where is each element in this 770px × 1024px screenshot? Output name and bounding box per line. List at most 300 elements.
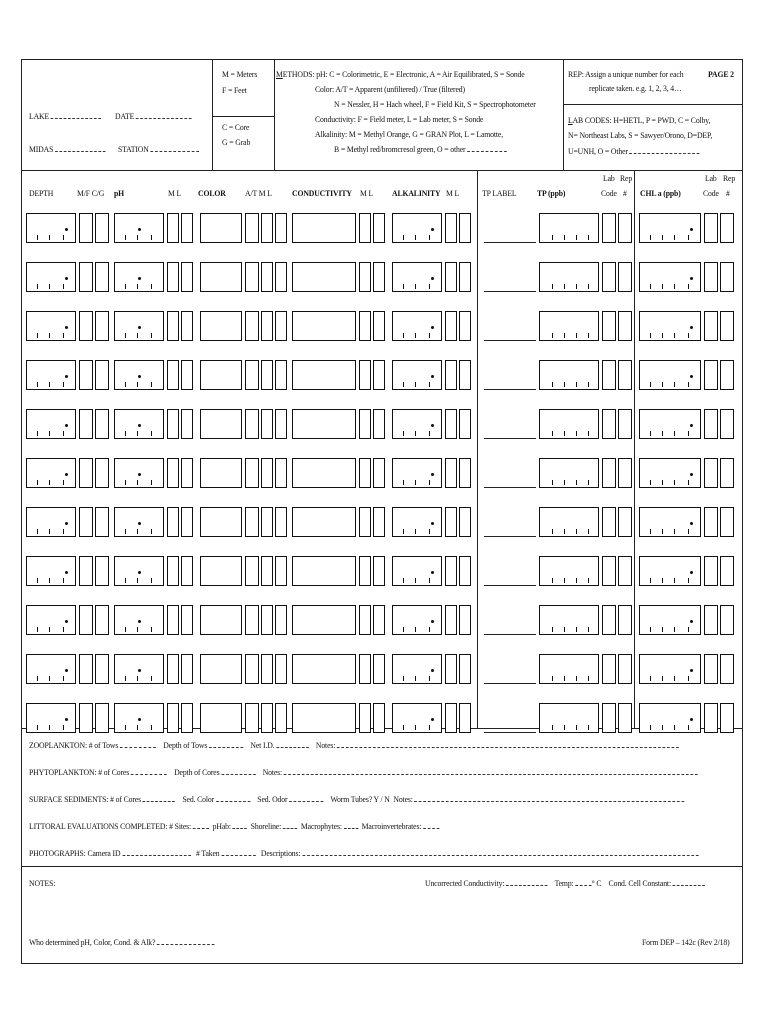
cg-field[interactable] (95, 213, 109, 243)
tp-lab-code-field[interactable] (602, 703, 616, 733)
mf-field[interactable] (79, 703, 93, 733)
conductivity-field[interactable] (292, 360, 356, 390)
ph-l-field[interactable] (181, 654, 193, 684)
cond-l-field[interactable] (373, 360, 385, 390)
color-l-field[interactable] (275, 360, 287, 390)
alkalinity-field[interactable] (392, 654, 442, 684)
chl-field[interactable] (639, 556, 701, 586)
decimal-point (431, 571, 434, 574)
alk-m-field[interactable] (445, 360, 457, 390)
col-lab-2: Lab (705, 173, 717, 183)
ph-l-field[interactable] (181, 360, 193, 390)
cg-field[interactable] (95, 556, 109, 586)
chl-field[interactable] (639, 360, 701, 390)
conductivity-field[interactable] (292, 409, 356, 439)
chl-lab-code-field[interactable] (704, 311, 718, 341)
color-l-field[interactable] (275, 458, 287, 488)
cond-l-field[interactable] (373, 311, 385, 341)
depth-field[interactable] (26, 262, 76, 292)
chl-lab-code-field[interactable] (704, 409, 718, 439)
tp-ppb-field[interactable] (539, 703, 599, 733)
chl-field[interactable] (639, 262, 701, 292)
cond-m-field[interactable] (359, 458, 371, 488)
tp-lab-code-field[interactable] (602, 409, 616, 439)
tp-ppb-field[interactable] (539, 654, 599, 684)
digit-tick (403, 578, 404, 583)
tp-label-field[interactable] (484, 389, 536, 390)
alkalinity-field[interactable] (392, 458, 442, 488)
digit-tick (403, 382, 404, 387)
ph-l-field[interactable] (181, 703, 193, 733)
chl-lab-code-field[interactable] (704, 703, 718, 733)
tp-rep-field[interactable] (618, 311, 632, 341)
mf-field[interactable] (79, 605, 93, 635)
chl-rep-field[interactable] (720, 703, 734, 733)
cond-m-field[interactable] (359, 507, 371, 537)
digit-tick (137, 529, 138, 534)
depth-field[interactable] (26, 213, 76, 243)
mf-field[interactable] (79, 654, 93, 684)
alk-l-field[interactable] (459, 262, 471, 292)
depth-field[interactable] (26, 311, 76, 341)
color-m-field[interactable] (261, 703, 273, 733)
cond-l-field[interactable] (373, 213, 385, 243)
cond-m-field[interactable] (359, 213, 371, 243)
color-m-field[interactable] (261, 507, 273, 537)
conductivity-line[interactable]: Uncorrected Conductivity: Temp: ° C Cond. Cell Constant: (425, 879, 705, 889)
color-l-field[interactable] (275, 654, 287, 684)
lake-label: LAKE (29, 112, 101, 122)
cond-m-field[interactable] (359, 556, 371, 586)
ph-field[interactable] (114, 213, 164, 243)
mf-field[interactable] (79, 507, 93, 537)
digit-tick (151, 627, 152, 632)
tp-ppb-field[interactable] (539, 507, 599, 537)
chl-rep-field[interactable] (720, 409, 734, 439)
tp-ppb-field[interactable] (539, 213, 599, 243)
tp-label-field[interactable] (484, 732, 536, 733)
alkalinity-field[interactable] (392, 262, 442, 292)
digit-tick (403, 676, 404, 681)
tp-ppb-field[interactable] (539, 360, 599, 390)
color-m-field[interactable] (261, 262, 273, 292)
conductivity-field[interactable] (292, 654, 356, 684)
depth-field[interactable] (26, 703, 76, 733)
conductivity-field[interactable] (292, 556, 356, 586)
digit-tick (576, 578, 577, 583)
tp-lab-code-field[interactable] (602, 507, 616, 537)
cond-l-field[interactable] (373, 507, 385, 537)
tp-label-field[interactable] (484, 242, 536, 243)
conductivity-field[interactable] (292, 507, 356, 537)
color-l-field[interactable] (275, 703, 287, 733)
tp-lab-code-field[interactable] (602, 262, 616, 292)
digit-tick (552, 627, 553, 632)
chl-lab-code-field[interactable] (704, 360, 718, 390)
ph-m-field[interactable] (167, 507, 179, 537)
alk-m-field[interactable] (445, 507, 457, 537)
who-determined[interactable]: Who determined pH, Color, Cond. & Alk? (29, 938, 215, 948)
ph-l-field[interactable] (181, 213, 193, 243)
chl-lab-code-field[interactable] (704, 458, 718, 488)
tp-ppb-field[interactable] (539, 605, 599, 635)
color-at-field[interactable] (245, 262, 259, 292)
digit-tick (63, 382, 64, 387)
mf-field[interactable] (79, 360, 93, 390)
conductivity-field[interactable] (292, 703, 356, 733)
cg-field[interactable] (95, 409, 109, 439)
ph-field[interactable] (114, 605, 164, 635)
tp-rep-field[interactable] (618, 605, 632, 635)
color-m-field[interactable] (261, 605, 273, 635)
color-l-field[interactable] (275, 213, 287, 243)
ph-m-field[interactable] (167, 311, 179, 341)
depth-field[interactable] (26, 605, 76, 635)
chl-lab-code-field[interactable] (704, 507, 718, 537)
digit-tick (564, 578, 565, 583)
digit-tick (415, 578, 416, 583)
color-l-field[interactable] (275, 409, 287, 439)
color-l-field[interactable] (275, 262, 287, 292)
tp-rep-field[interactable] (618, 654, 632, 684)
chl-rep-field[interactable] (720, 654, 734, 684)
mf-field[interactable] (79, 262, 93, 292)
cg-field[interactable] (95, 605, 109, 635)
alk-m-field[interactable] (445, 311, 457, 341)
alk-m-field[interactable] (445, 703, 457, 733)
color-field[interactable] (200, 654, 242, 684)
tp-rep-field[interactable] (618, 556, 632, 586)
cond-l-field[interactable] (373, 654, 385, 684)
digit-tick (429, 431, 430, 436)
phytoplankton-line[interactable]: PHYTOPLANKTON: # of Cores Depth of Cores Notes: (29, 768, 698, 778)
tp-rep-field[interactable] (618, 458, 632, 488)
color-l-field[interactable] (275, 507, 287, 537)
decimal-point (431, 228, 434, 231)
alkalinity-field[interactable] (392, 703, 442, 733)
alk-l-field[interactable] (459, 458, 471, 488)
mf-field[interactable] (79, 311, 93, 341)
color-field[interactable] (200, 409, 242, 439)
cg-field[interactable] (95, 262, 109, 292)
tp-label-field[interactable] (484, 536, 536, 537)
ph-m-field[interactable] (167, 654, 179, 684)
decimal-point (65, 718, 68, 721)
mf-field[interactable] (79, 409, 93, 439)
digit-tick (49, 676, 50, 681)
conductivity-field[interactable] (292, 262, 356, 292)
color-field[interactable] (200, 703, 242, 733)
depth-field[interactable] (26, 360, 76, 390)
digit-tick (49, 480, 50, 485)
ph-field[interactable] (114, 311, 164, 341)
cg-field[interactable] (95, 458, 109, 488)
digit-tick (564, 431, 565, 436)
ph-l-field[interactable] (181, 556, 193, 586)
ph-m-field[interactable] (167, 409, 179, 439)
alk-l-field[interactable] (459, 409, 471, 439)
color-field[interactable] (200, 507, 242, 537)
mf-field[interactable] (79, 213, 93, 243)
midas-label: MIDAS (29, 145, 105, 155)
conductivity-field[interactable] (292, 213, 356, 243)
tp-rep-field[interactable] (618, 262, 632, 292)
chl-rep-field[interactable] (720, 311, 734, 341)
chl-rep-field[interactable] (720, 262, 734, 292)
color-at-field[interactable] (245, 654, 259, 684)
cond-l-field[interactable] (373, 605, 385, 635)
tp-lab-code-field[interactable] (602, 360, 616, 390)
color-at-field[interactable] (245, 507, 259, 537)
color-l-field[interactable] (275, 556, 287, 586)
cond-m-field[interactable] (359, 360, 371, 390)
ph-field[interactable] (114, 458, 164, 488)
alk-m-field[interactable] (445, 409, 457, 439)
chl-rep-field[interactable] (720, 507, 734, 537)
chl-rep-field[interactable] (720, 458, 734, 488)
alk-l-field[interactable] (459, 360, 471, 390)
cg-field[interactable] (95, 703, 109, 733)
color-l-field[interactable] (275, 311, 287, 341)
tp-lab-code-field[interactable] (602, 311, 616, 341)
decimal-point (690, 473, 693, 476)
color-at-field[interactable] (245, 409, 259, 439)
littoral-line[interactable]: LITTORAL EVALUATIONS COMPLETED: # Sites: pHab: Shoreline: Macrophytes: Macroinvertebrates: (29, 822, 439, 832)
color-m-field[interactable] (261, 654, 273, 684)
alk-m-field[interactable] (445, 654, 457, 684)
cg-field[interactable] (95, 360, 109, 390)
ph-m-field[interactable] (167, 262, 179, 292)
color-field[interactable] (200, 262, 242, 292)
tp-lab-code-field[interactable] (602, 654, 616, 684)
digit-tick (125, 480, 126, 485)
tp-lab-code-field[interactable] (602, 213, 616, 243)
alk-l-field[interactable] (459, 556, 471, 586)
alkalinity-field[interactable] (392, 507, 442, 537)
alk-m-field[interactable] (445, 556, 457, 586)
methods-conductivity: Conductivity: F = Field meter, L = Lab meter, S = Sonde (315, 114, 484, 124)
digit-tick (662, 480, 663, 485)
color-at-field[interactable] (245, 556, 259, 586)
tp-lab-code-field[interactable] (602, 605, 616, 635)
chl-lab-code-field[interactable] (704, 654, 718, 684)
cond-l-field[interactable] (373, 409, 385, 439)
cond-m-field[interactable] (359, 605, 371, 635)
color-field[interactable] (200, 213, 242, 243)
ph-field[interactable] (114, 556, 164, 586)
tp-label-field[interactable] (484, 291, 536, 292)
color-at-field[interactable] (245, 458, 259, 488)
color-m-field[interactable] (261, 311, 273, 341)
digit-tick (403, 627, 404, 632)
ph-field[interactable] (114, 409, 164, 439)
color-m-field[interactable] (261, 213, 273, 243)
alk-l-field[interactable] (459, 703, 471, 733)
chl-rep-field[interactable] (720, 360, 734, 390)
tp-ppb-field[interactable] (539, 409, 599, 439)
depth-field[interactable] (26, 654, 76, 684)
depth-field[interactable] (26, 409, 76, 439)
ph-m-field[interactable] (167, 213, 179, 243)
alkalinity-field[interactable] (392, 409, 442, 439)
ph-l-field[interactable] (181, 262, 193, 292)
color-m-field[interactable] (261, 458, 273, 488)
conductivity-field[interactable] (292, 605, 356, 635)
tp-label-field[interactable] (484, 487, 536, 488)
digit-tick (125, 431, 126, 436)
tp-rep-field[interactable] (618, 409, 632, 439)
chl-field[interactable] (639, 654, 701, 684)
chl-field[interactable] (639, 458, 701, 488)
chl-field[interactable] (639, 507, 701, 537)
zooplankton-line[interactable]: ZOOPLANKTON: # of Tows Depth of Tows Net I.D. Notes: (29, 741, 679, 751)
mf-field[interactable] (79, 458, 93, 488)
color-at-field[interactable] (245, 311, 259, 341)
chl-rep-field[interactable] (720, 605, 734, 635)
alk-m-field[interactable] (445, 213, 457, 243)
chl-field[interactable] (639, 311, 701, 341)
alkalinity-field[interactable] (392, 556, 442, 586)
tp-lab-code-field[interactable] (602, 458, 616, 488)
color-at-field[interactable] (245, 360, 259, 390)
color-field[interactable] (200, 360, 242, 390)
digit-tick (552, 676, 553, 681)
ph-field[interactable] (114, 654, 164, 684)
color-field[interactable] (200, 605, 242, 635)
chl-rep-field[interactable] (720, 556, 734, 586)
alk-l-field[interactable] (459, 605, 471, 635)
cond-m-field[interactable] (359, 311, 371, 341)
cg-field[interactable] (95, 654, 109, 684)
tp-rep-field[interactable] (618, 507, 632, 537)
depth-field[interactable] (26, 556, 76, 586)
chl-lab-code-field[interactable] (704, 262, 718, 292)
cg-field[interactable] (95, 507, 109, 537)
tp-label-field[interactable] (484, 438, 536, 439)
tp-rep-field[interactable] (618, 360, 632, 390)
digit-tick (49, 431, 50, 436)
alk-m-field[interactable] (445, 262, 457, 292)
tp-ppb-field[interactable] (539, 262, 599, 292)
alk-l-field[interactable] (459, 654, 471, 684)
color-at-field[interactable] (245, 703, 259, 733)
ph-m-field[interactable] (167, 458, 179, 488)
ph-field[interactable] (114, 703, 164, 733)
alkalinity-field[interactable] (392, 311, 442, 341)
depth-field[interactable] (26, 458, 76, 488)
ph-l-field[interactable] (181, 605, 193, 635)
digit-tick (688, 725, 689, 730)
tp-ppb-field[interactable] (539, 311, 599, 341)
alk-m-field[interactable] (445, 458, 457, 488)
chl-rep-field[interactable] (720, 213, 734, 243)
alk-l-field[interactable] (459, 507, 471, 537)
color-m-field[interactable] (261, 409, 273, 439)
ph-m-field[interactable] (167, 605, 179, 635)
alkalinity-field[interactable] (392, 213, 442, 243)
digit-tick (49, 235, 50, 240)
depth-field[interactable] (26, 507, 76, 537)
alkalinity-field[interactable] (392, 360, 442, 390)
digit-tick (650, 627, 651, 632)
photographs-line[interactable]: PHOTOGRAPHS: Camera ID # Taken Descriptions: (29, 849, 698, 859)
cond-l-field[interactable] (373, 703, 385, 733)
color-field[interactable] (200, 311, 242, 341)
digit-tick (662, 676, 663, 681)
digit-tick (403, 431, 404, 436)
tp-rep-field[interactable] (618, 703, 632, 733)
tp-ppb-field[interactable] (539, 556, 599, 586)
chl-lab-code-field[interactable] (704, 213, 718, 243)
tp-lab-code-field[interactable] (602, 556, 616, 586)
cond-m-field[interactable] (359, 703, 371, 733)
color-l-field[interactable] (275, 605, 287, 635)
chl-lab-code-field[interactable] (704, 556, 718, 586)
digit-tick (552, 235, 553, 240)
tp-label-field[interactable] (484, 634, 536, 635)
color-m-field[interactable] (261, 556, 273, 586)
alk-l-field[interactable] (459, 311, 471, 341)
tp-ppb-field[interactable] (539, 458, 599, 488)
digit-tick (588, 382, 589, 387)
alkalinity-field[interactable] (392, 605, 442, 635)
tp-label-field[interactable] (484, 683, 536, 684)
ph-l-field[interactable] (181, 409, 193, 439)
ph-l-field[interactable] (181, 311, 193, 341)
digit-tick (588, 431, 589, 436)
mf-field[interactable] (79, 556, 93, 586)
chl-lab-code-field[interactable] (704, 605, 718, 635)
color-field[interactable] (200, 458, 242, 488)
color-m-field[interactable] (261, 360, 273, 390)
ph-m-field[interactable] (167, 360, 179, 390)
chl-field[interactable] (639, 703, 701, 733)
chl-field[interactable] (639, 409, 701, 439)
alk-l-field[interactable] (459, 213, 471, 243)
ph-l-field[interactable] (181, 507, 193, 537)
cond-m-field[interactable] (359, 409, 371, 439)
alk-m-field[interactable] (445, 605, 457, 635)
color-field[interactable] (200, 556, 242, 586)
digit-tick (125, 235, 126, 240)
chl-field[interactable] (639, 605, 701, 635)
conductivity-field[interactable] (292, 311, 356, 341)
chl-field[interactable] (639, 213, 701, 243)
tp-label-field[interactable] (484, 585, 536, 586)
cond-l-field[interactable] (373, 556, 385, 586)
digit-tick (588, 480, 589, 485)
ph-m-field[interactable] (167, 556, 179, 586)
color-at-field[interactable] (245, 605, 259, 635)
tp-label-field[interactable] (484, 340, 536, 341)
cond-m-field[interactable] (359, 654, 371, 684)
color-at-field[interactable] (245, 213, 259, 243)
cond-m-field[interactable] (359, 262, 371, 292)
ph-l-field[interactable] (181, 458, 193, 488)
digit-tick (662, 431, 663, 436)
cg-field[interactable] (95, 311, 109, 341)
tp-rep-field[interactable] (618, 213, 632, 243)
cond-l-field[interactable] (373, 458, 385, 488)
ph-m-field[interactable] (167, 703, 179, 733)
ph-field[interactable] (114, 262, 164, 292)
ph-field[interactable] (114, 507, 164, 537)
conductivity-field[interactable] (292, 458, 356, 488)
surface-sediments-line[interactable]: SURFACE SEDIMENTS: # of Cores Sed. Color Sed. Odor Worm Tubes? Y / N Notes: (29, 795, 685, 805)
digit-tick (662, 284, 663, 289)
ph-field[interactable] (114, 360, 164, 390)
cond-l-field[interactable] (373, 262, 385, 292)
